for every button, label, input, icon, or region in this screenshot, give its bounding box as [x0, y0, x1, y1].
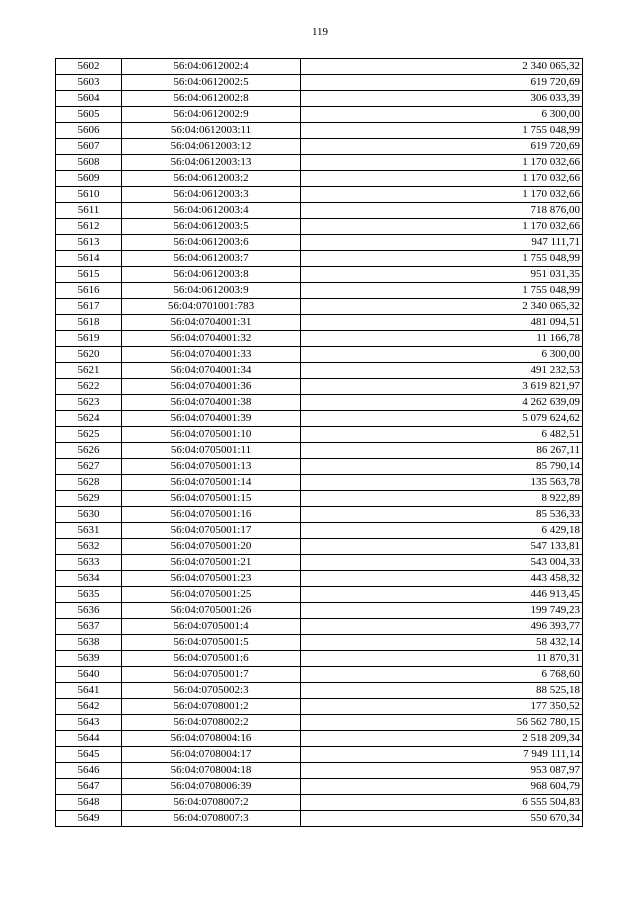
table-row — [56, 475, 583, 491]
cadastral-value-cell: 6 429,18 — [301, 523, 583, 539]
row-number-cell: 5617 — [56, 299, 122, 315]
table-row — [56, 347, 583, 363]
row-number-cell: 5620 — [56, 347, 122, 363]
row-number-cell: 5627 — [56, 459, 122, 475]
cadastral-number-cell: 56:04:0612003:6 — [122, 235, 301, 251]
row-number-cell: 5646 — [56, 763, 122, 779]
cadastral-number-cell: 56:04:0612003:9 — [122, 283, 301, 299]
table-row — [56, 603, 583, 619]
table-row — [56, 619, 583, 635]
table-row — [56, 795, 583, 811]
cadastral-number-cell: 56:04:0704001:32 — [122, 331, 301, 347]
table-row — [56, 427, 583, 443]
cadastral-number-cell: 56:04:0612002:4 — [122, 59, 301, 75]
cadastral-value-cell: 1 755 048,99 — [301, 123, 583, 139]
cadastral-number-cell: 56:04:0612003:2 — [122, 171, 301, 187]
page-number: 119 — [311, 26, 329, 38]
cadastral-value-cell: 443 458,32 — [301, 571, 583, 587]
row-number-cell: 5607 — [56, 139, 122, 155]
cadastral-number-cell: 56:04:0705002:3 — [122, 683, 301, 699]
row-number-cell: 5619 — [56, 331, 122, 347]
cadastral-number-cell: 56:04:0704001:34 — [122, 363, 301, 379]
cadastral-value-cell: 2 340 065,32 — [301, 59, 583, 75]
cadastral-value-cell: 2 518 209,34 — [301, 731, 583, 747]
table-row — [56, 779, 583, 795]
table-row — [56, 523, 583, 539]
cadastral-number-cell: 56:04:0612003:7 — [122, 251, 301, 267]
cadastral-number-cell: 56:04:0705001:10 — [122, 427, 301, 443]
cadastral-value-cell: 56 562 780,15 — [301, 715, 583, 731]
cadastral-number-cell: 56:04:0705001:6 — [122, 651, 301, 667]
cadastral-number-cell: 56:04:0704001:33 — [122, 347, 301, 363]
cadastral-number-cell: 56:04:0705001:16 — [122, 507, 301, 523]
cadastral-number-cell: 56:04:0612003:4 — [122, 203, 301, 219]
cadastral-value-cell: 496 393,77 — [301, 619, 583, 635]
cadastral-value-cell: 481 094,51 — [301, 315, 583, 331]
row-number-cell: 5612 — [56, 219, 122, 235]
row-number-cell: 5611 — [56, 203, 122, 219]
cadastral-number-cell: 56:04:0708002:2 — [122, 715, 301, 731]
table-row — [56, 75, 583, 91]
cadastral-number-cell: 56:04:0704001:39 — [122, 411, 301, 427]
row-number-cell: 5615 — [56, 267, 122, 283]
row-number-cell: 5635 — [56, 587, 122, 603]
row-number-cell: 5637 — [56, 619, 122, 635]
table-row — [56, 251, 583, 267]
cadastral-number-cell: 56:04:0708004:18 — [122, 763, 301, 779]
row-number-cell: 5633 — [56, 555, 122, 571]
table-row — [56, 107, 583, 123]
row-number-cell: 5604 — [56, 91, 122, 107]
cadastral-number-cell: 56:04:0612003:12 — [122, 139, 301, 155]
table-row — [56, 539, 583, 555]
row-number-cell: 5605 — [56, 107, 122, 123]
table-row — [56, 187, 583, 203]
table-row — [56, 123, 583, 139]
table-row — [56, 363, 583, 379]
cadastral-value-table — [55, 58, 583, 827]
cadastral-value-cell: 446 913,45 — [301, 587, 583, 603]
table-row — [56, 267, 583, 283]
cadastral-number-cell: 56:04:0701001:783 — [122, 299, 301, 315]
cadastral-value-cell: 199 749,23 — [301, 603, 583, 619]
cadastral-value-cell: 6 555 504,83 — [301, 795, 583, 811]
row-number-cell: 5642 — [56, 699, 122, 715]
row-number-cell: 5645 — [56, 747, 122, 763]
table-row — [56, 747, 583, 763]
cadastral-value-cell: 550 670,34 — [301, 811, 583, 827]
table-row — [56, 379, 583, 395]
table-row — [56, 219, 583, 235]
table-body — [56, 59, 583, 827]
table-row — [56, 555, 583, 571]
cadastral-value-cell: 88 525,18 — [301, 683, 583, 699]
cadastral-number-cell: 56:04:0705001:5 — [122, 635, 301, 651]
table-row — [56, 315, 583, 331]
cadastral-value-cell: 58 432,14 — [301, 635, 583, 651]
cadastral-number-cell: 56:04:0705001:14 — [122, 475, 301, 491]
cadastral-value-cell: 135 563,78 — [301, 475, 583, 491]
row-number-cell: 5603 — [56, 75, 122, 91]
table-row — [56, 443, 583, 459]
cadastral-number-cell: 56:04:0705001:4 — [122, 619, 301, 635]
cadastral-value-cell: 86 267,11 — [301, 443, 583, 459]
table-row — [56, 635, 583, 651]
table-row — [56, 715, 583, 731]
row-number-cell: 5624 — [56, 411, 122, 427]
cadastral-number-cell: 56:04:0612002:5 — [122, 75, 301, 91]
row-number-cell: 5647 — [56, 779, 122, 795]
table-row — [56, 683, 583, 699]
row-number-cell: 5639 — [56, 651, 122, 667]
table-row — [56, 507, 583, 523]
row-number-cell: 5641 — [56, 683, 122, 699]
cadastral-number-cell: 56:04:0612003:3 — [122, 187, 301, 203]
row-number-cell: 5629 — [56, 491, 122, 507]
table-row — [56, 203, 583, 219]
cadastral-value-cell: 1 755 048,99 — [301, 283, 583, 299]
cadastral-value-cell: 718 876,00 — [301, 203, 583, 219]
table-row — [56, 395, 583, 411]
cadastral-value-cell: 1 755 048,99 — [301, 251, 583, 267]
table-row — [56, 139, 583, 155]
table-row — [56, 235, 583, 251]
cadastral-value-cell: 968 604,79 — [301, 779, 583, 795]
cadastral-number-cell: 56:04:0705001:25 — [122, 587, 301, 603]
table-row — [56, 667, 583, 683]
row-number-cell: 5610 — [56, 187, 122, 203]
row-number-cell: 5608 — [56, 155, 122, 171]
cadastral-value-cell: 8 922,89 — [301, 491, 583, 507]
row-number-cell: 5632 — [56, 539, 122, 555]
cadastral-number-cell: 56:04:0704001:38 — [122, 395, 301, 411]
cadastral-number-cell: 56:04:0705001:11 — [122, 443, 301, 459]
cadastral-number-cell: 56:04:0612003:11 — [122, 123, 301, 139]
cadastral-value-cell: 11 870,31 — [301, 651, 583, 667]
cadastral-value-cell: 4 262 639,09 — [301, 395, 583, 411]
cadastral-number-cell: 56:04:0705001:26 — [122, 603, 301, 619]
row-number-cell: 5638 — [56, 635, 122, 651]
row-number-cell: 5640 — [56, 667, 122, 683]
row-number-cell: 5643 — [56, 715, 122, 731]
cadastral-number-cell: 56:04:0705001:21 — [122, 555, 301, 571]
row-number-cell: 5636 — [56, 603, 122, 619]
cadastral-value-cell: 177 350,52 — [301, 699, 583, 715]
table-row — [56, 411, 583, 427]
row-number-cell: 5648 — [56, 795, 122, 811]
cadastral-value-cell: 619 720,69 — [301, 139, 583, 155]
row-number-cell: 5623 — [56, 395, 122, 411]
cadastral-number-cell: 56:04:0705001:20 — [122, 539, 301, 555]
cadastral-value-cell: 491 232,53 — [301, 363, 583, 379]
table-row — [56, 491, 583, 507]
cadastral-number-cell: 56:04:0708001:2 — [122, 699, 301, 715]
cadastral-value-cell: 6 300,00 — [301, 107, 583, 123]
cadastral-value-cell: 3 619 821,97 — [301, 379, 583, 395]
row-number-cell: 5613 — [56, 235, 122, 251]
row-number-cell: 5631 — [56, 523, 122, 539]
cadastral-value-cell: 11 166,78 — [301, 331, 583, 347]
cadastral-number-cell: 56:04:0705001:23 — [122, 571, 301, 587]
cadastral-number-cell: 56:04:0705001:17 — [122, 523, 301, 539]
row-number-cell: 5616 — [56, 283, 122, 299]
row-number-cell: 5609 — [56, 171, 122, 187]
row-number-cell: 5618 — [56, 315, 122, 331]
cadastral-value-cell: 7 949 111,14 — [301, 747, 583, 763]
cadastral-value-cell: 2 340 065,32 — [301, 299, 583, 315]
cadastral-value-cell: 6 482,51 — [301, 427, 583, 443]
cadastral-number-cell: 56:04:0705001:7 — [122, 667, 301, 683]
row-number-cell: 5626 — [56, 443, 122, 459]
table-row — [56, 59, 583, 75]
table-row — [56, 155, 583, 171]
cadastral-number-cell: 56:04:0612002:9 — [122, 107, 301, 123]
cadastral-value-cell: 85 536,33 — [301, 507, 583, 523]
cadastral-value-cell: 1 170 032,66 — [301, 171, 583, 187]
cadastral-value-cell: 953 087,97 — [301, 763, 583, 779]
cadastral-value-cell: 306 033,39 — [301, 91, 583, 107]
cadastral-value-cell: 1 170 032,66 — [301, 187, 583, 203]
cadastral-number-cell: 56:04:0708007:2 — [122, 795, 301, 811]
row-number-cell: 5634 — [56, 571, 122, 587]
cadastral-number-cell: 56:04:0708004:17 — [122, 747, 301, 763]
row-number-cell: 5649 — [56, 811, 122, 827]
cadastral-number-cell: 56:04:0705001:13 — [122, 459, 301, 475]
cadastral-number-cell: 56:04:0705001:15 — [122, 491, 301, 507]
row-number-cell: 5622 — [56, 379, 122, 395]
cadastral-value-cell: 619 720,69 — [301, 75, 583, 91]
table-row — [56, 91, 583, 107]
cadastral-number-cell: 56:04:0612003:8 — [122, 267, 301, 283]
table-row — [56, 731, 583, 747]
row-number-cell: 5621 — [56, 363, 122, 379]
row-number-cell: 5630 — [56, 507, 122, 523]
table-row — [56, 331, 583, 347]
table-row — [56, 299, 583, 315]
cadastral-value-cell: 1 170 032,66 — [301, 155, 583, 171]
row-number-cell: 5602 — [56, 59, 122, 75]
cadastral-value-cell: 947 111,71 — [301, 235, 583, 251]
cadastral-number-cell: 56:04:0612003:13 — [122, 155, 301, 171]
table-row — [56, 651, 583, 667]
table-row — [56, 587, 583, 603]
cadastral-value-cell: 6 300,00 — [301, 347, 583, 363]
cadastral-value-cell: 547 133,81 — [301, 539, 583, 555]
cadastral-value-cell: 85 790,14 — [301, 459, 583, 475]
cadastral-number-cell: 56:04:0704001:31 — [122, 315, 301, 331]
cadastral-value-cell: 5 079 624,62 — [301, 411, 583, 427]
cadastral-number-cell: 56:04:0612002:8 — [122, 91, 301, 107]
table-row — [56, 811, 583, 827]
table-row — [56, 171, 583, 187]
row-number-cell: 5628 — [56, 475, 122, 491]
row-number-cell: 5606 — [56, 123, 122, 139]
cadastral-number-cell: 56:04:0708004:16 — [122, 731, 301, 747]
cadastral-number-cell: 56:04:0612003:5 — [122, 219, 301, 235]
table-row — [56, 571, 583, 587]
row-number-cell: 5625 — [56, 427, 122, 443]
cadastral-value-cell: 1 170 032,66 — [301, 219, 583, 235]
table-row — [56, 283, 583, 299]
table-row — [56, 763, 583, 779]
cadastral-value-cell: 543 004,33 — [301, 555, 583, 571]
cadastral-value-cell: 6 768,60 — [301, 667, 583, 683]
table-row — [56, 459, 583, 475]
row-number-cell: 5644 — [56, 731, 122, 747]
cadastral-number-cell: 56:04:0708007:3 — [122, 811, 301, 827]
cadastral-value-cell: 951 031,35 — [301, 267, 583, 283]
row-number-cell: 5614 — [56, 251, 122, 267]
table-row — [56, 699, 583, 715]
cadastral-number-cell: 56:04:0708006:39 — [122, 779, 301, 795]
cadastral-number-cell: 56:04:0704001:36 — [122, 379, 301, 395]
